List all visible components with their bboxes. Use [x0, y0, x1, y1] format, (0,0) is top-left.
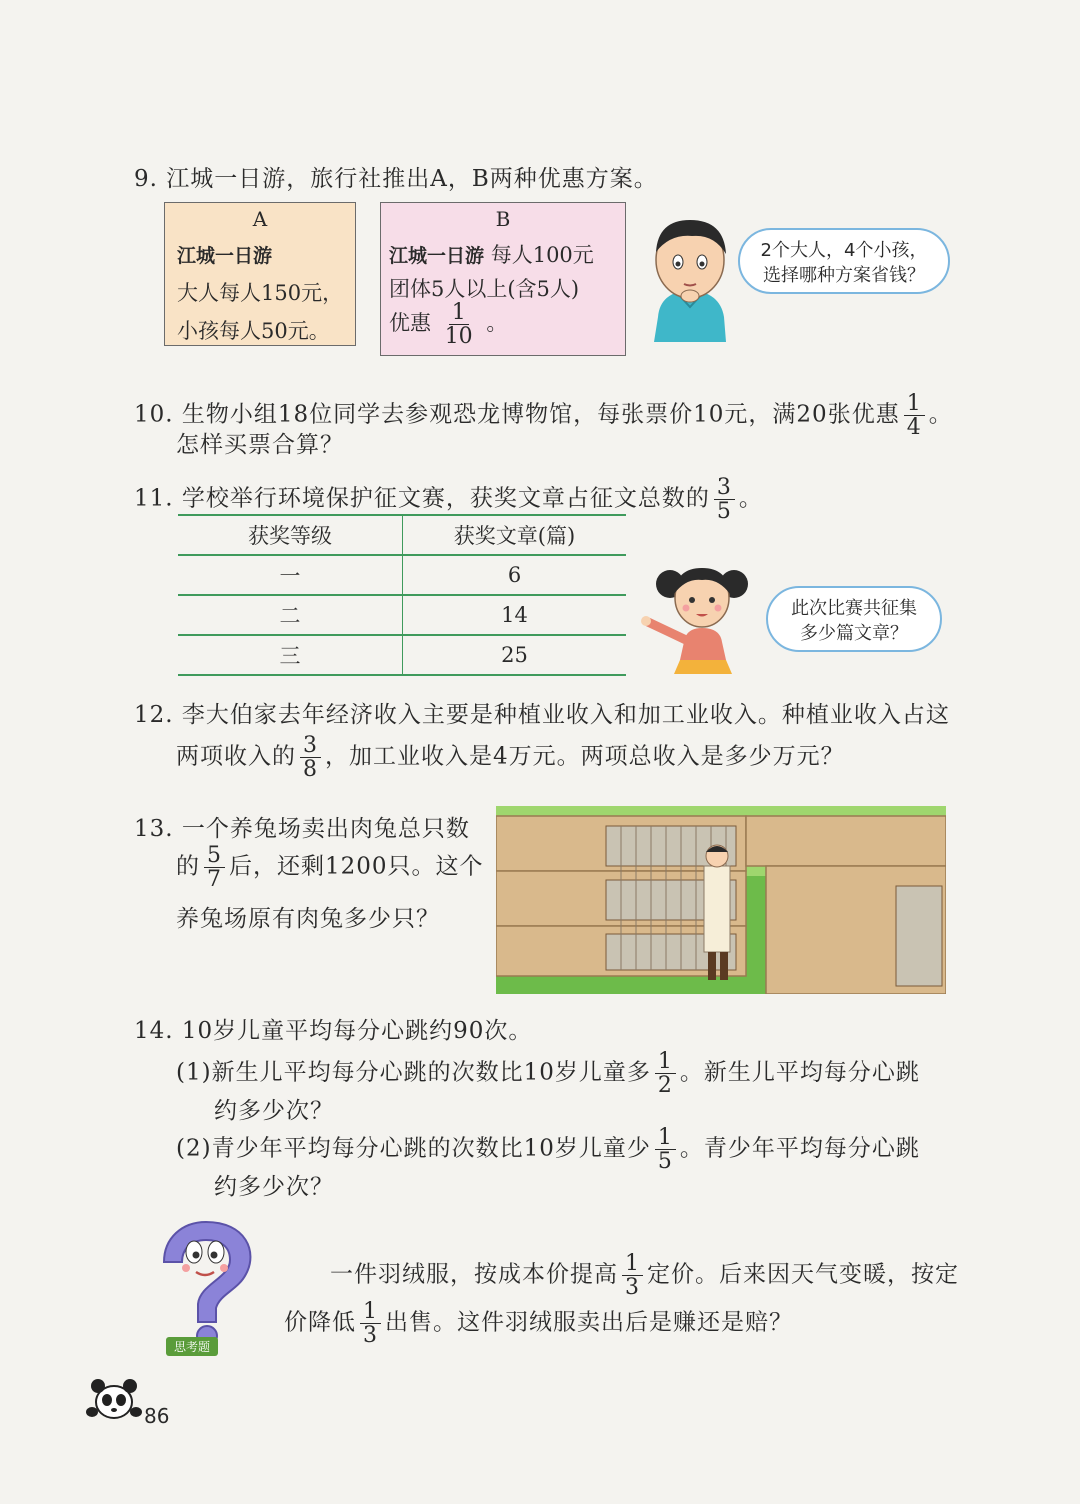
q12-post: ，加工业收入是4万元。两项总收入是多少万元？ — [325, 743, 845, 770]
boy-illustration — [640, 212, 740, 342]
think-l2-pre: 价降低 — [284, 1309, 356, 1336]
plan-b-head: B — [495, 207, 511, 231]
table-header: 获奖文章(篇) — [403, 515, 627, 555]
table-header-row — [178, 515, 626, 555]
think-line2 — [284, 1300, 793, 1347]
q14-p2-pre: (2)青少年平均每分心跳的次数比10岁儿童少 — [176, 1135, 651, 1162]
q12-fraction: $\frac{3}{8}$ — [300, 734, 321, 781]
table-header: 获奖等级 — [178, 515, 403, 555]
think-label: 思考题 — [166, 1337, 218, 1356]
plan-b-line2-pre: 优惠 — [389, 311, 431, 335]
q10-end: 。 — [928, 401, 953, 428]
plan-a-line2: 小孩每人50元。 — [177, 319, 330, 343]
think-l1-post: 定价。后来因天气变暖，按定 — [647, 1261, 959, 1288]
table-cell: 一 — [178, 555, 403, 595]
page-number: 86 — [144, 1404, 170, 1428]
plan-b-box — [380, 202, 626, 356]
q14-text: 14. 10岁儿童平均每分心跳约90次。 — [134, 1018, 533, 1044]
bubble-q11-line2: 多少篇文章？ — [800, 623, 908, 644]
plan-b-fraction: $\frac{1}{10}$ — [444, 300, 473, 349]
bubble-q9-line2: 选择哪种方案省钱？ — [763, 265, 925, 286]
q14-p1-line2: 约多少次？ — [214, 1098, 334, 1124]
q10-fraction: $\frac{1}{4}$ — [904, 392, 925, 439]
plan-b-title-tail: 每人100元 — [490, 243, 594, 267]
q14-p2-post: 。青少年平均每分心跳 — [679, 1135, 920, 1162]
q14-p2-line2: 约多少次？ — [214, 1174, 334, 1200]
think-l1-pre: 一件羽绒服，按成本价提高 — [330, 1261, 618, 1288]
speech-bubble-q11 — [766, 586, 942, 652]
table-cell: 三 — [178, 635, 403, 675]
q9-text: 9. 江城一日游，旅行社推出A，B两种优惠方案。 — [134, 166, 658, 192]
q12-line2 — [176, 734, 845, 781]
table-row — [178, 555, 626, 595]
table-cell: 6 — [403, 555, 627, 595]
table-cell: 14 — [403, 595, 627, 635]
table-row — [178, 595, 626, 635]
table-cell: 25 — [403, 635, 627, 675]
plan-b-line2-post: 。 — [486, 311, 508, 335]
bubble-q9-line1: 2个大人，4个小孩， — [760, 240, 928, 261]
q13-pre: 的 — [176, 853, 200, 880]
q13-fraction: $\frac{5}{7}$ — [204, 844, 225, 891]
plan-a-box — [164, 202, 356, 346]
think-line1 — [330, 1252, 959, 1299]
q14-part1 — [176, 1050, 920, 1097]
speech-bubble-q9 — [738, 228, 950, 294]
q10-line2: 怎样买票合算？ — [176, 432, 344, 458]
award-table — [178, 514, 626, 676]
bubble-q11-line1: 此次比赛共征集 — [791, 598, 917, 619]
q13-line1: 13. 一个养兔场卖出肉兔总只数 — [134, 816, 470, 842]
q11-text: 11. 学校举行环境保护征文赛，获奖文章占征文总数的 — [134, 485, 710, 512]
question-mark-mascot-icon — [146, 1212, 266, 1354]
q12-pre: 两项收入的 — [176, 743, 296, 770]
think-l2-fraction: $\frac{1}{3}$ — [360, 1300, 381, 1347]
q13-line3: 养兔场原有肉兔多少只？ — [176, 906, 440, 932]
q13-line2 — [176, 844, 484, 891]
q13-post: 后，还剩1200只。这个 — [229, 853, 484, 880]
q14-p1-post: 。新生儿平均每分心跳 — [679, 1059, 920, 1086]
q11-end: 。 — [738, 485, 763, 512]
table-row — [178, 635, 626, 675]
q14-part2 — [176, 1126, 920, 1173]
plan-a-line1: 大人每人150元， — [177, 281, 344, 305]
plan-b-title: 江城一日游 — [389, 245, 485, 267]
table-cell: 二 — [178, 595, 403, 635]
panda-icon — [86, 1372, 142, 1424]
girl-illustration — [640, 556, 760, 676]
q10-text: 10. 生物小组18位同学去参观恐龙博物馆，每张票价10元，满20张优惠 — [134, 401, 900, 428]
think-l2-post: 出售。这件羽绒服卖出后是赚还是赔？ — [385, 1309, 793, 1336]
think-l1-fraction: $\frac{1}{3}$ — [622, 1252, 643, 1299]
q12-line1: 12. 李大伯家去年经济收入主要是种植业收入和加工业收入。种植业收入占这 — [134, 702, 950, 728]
q11-fraction: $\frac{3}{5}$ — [714, 476, 735, 523]
plan-a-title: 江城一日游 — [177, 245, 273, 267]
plan-a-head: A — [252, 207, 268, 231]
plan-b-line1: 团体5人以上(含5人) — [389, 277, 580, 301]
q14-p1-pre: (1)新生儿平均每分心跳的次数比10岁儿童多 — [176, 1059, 651, 1086]
rabbit-farm-illustration — [496, 806, 946, 994]
q14-p2-fraction: $\frac{1}{5}$ — [655, 1126, 676, 1173]
q14-p1-fraction: $\frac{1}{2}$ — [655, 1050, 676, 1097]
